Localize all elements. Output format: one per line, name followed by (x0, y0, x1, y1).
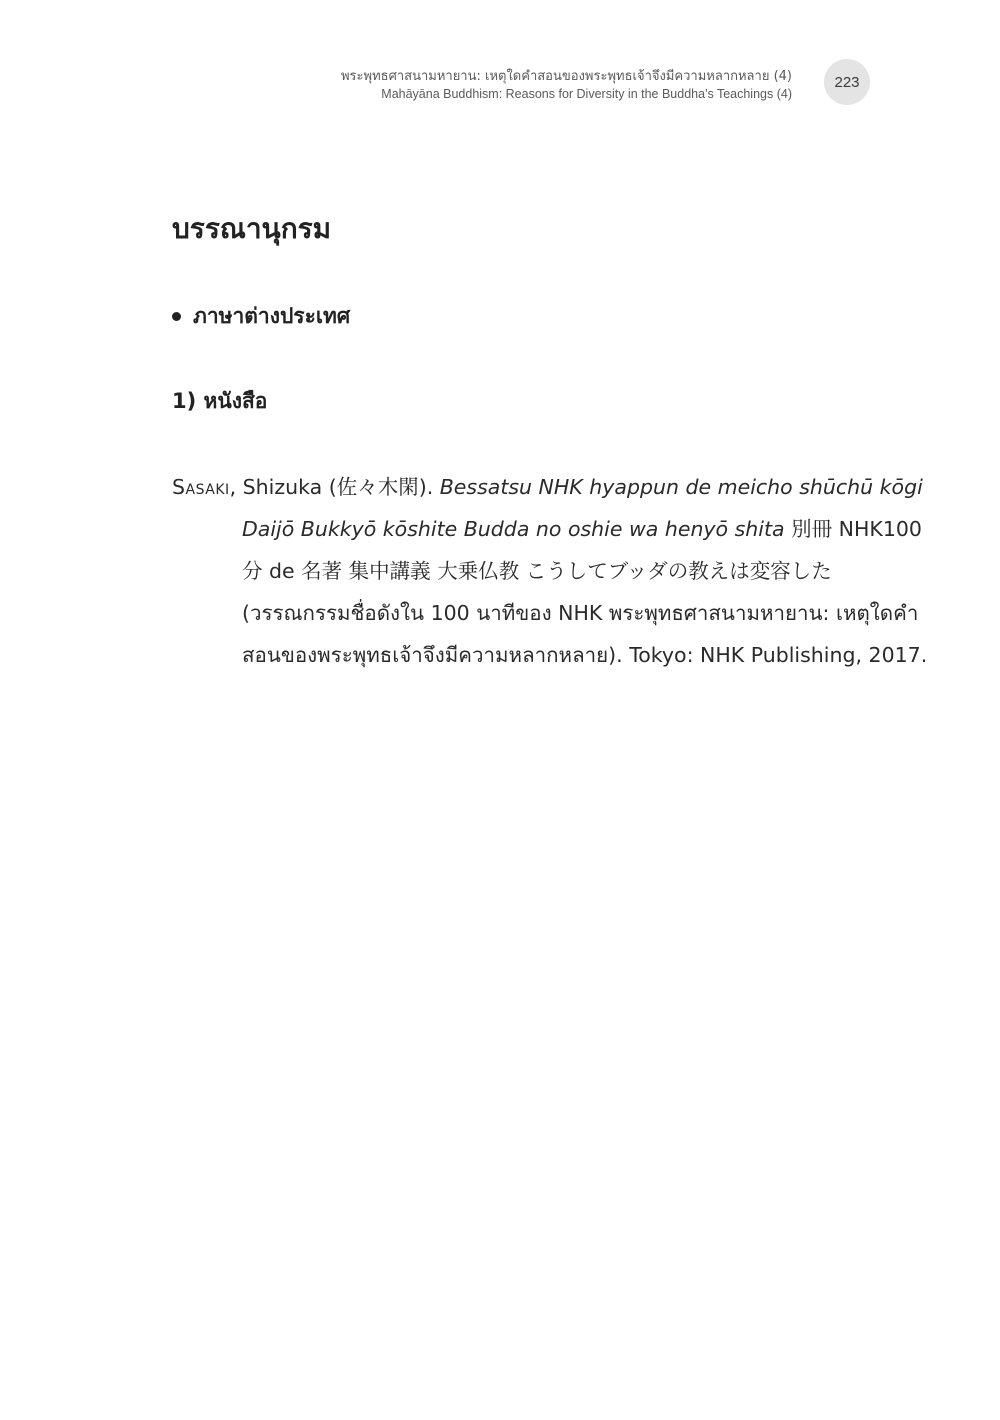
entry-publication: Tokyo: NHK Publishing, 2017. (629, 643, 928, 667)
entry-title: Bessatsu NHK hyappun de meicho shūchū kōgi Daijō Bukkyō kōshite Budda no oshie wa henyō shita (242, 475, 923, 541)
subheading-books: 1) หนังสือ (172, 389, 268, 413)
entry-author-rest: , Shizuka (佐々木閑). (229, 475, 440, 499)
section-title: บรรณานุกรม (172, 212, 332, 245)
bullet-icon (172, 312, 181, 321)
running-head-thai: พระพุทธศาสนามหายาน: เหตุใดคำสอนของพระพุทธเจ้าจึงมีความหลากหลาย (4) (340, 69, 792, 84)
running-head (341, 68, 792, 102)
subsection-heading (172, 300, 350, 333)
running-head-english: Mahāyāna Buddhism: Reasons for Diversity in the Buddha's Teachings (4) (381, 87, 792, 101)
bibliography-entry (172, 466, 942, 676)
entry-author: Sasaki (172, 475, 230, 499)
page-number: 223 (824, 59, 870, 105)
entry-translation: (วรรณกรรมชื่อดังใน 100 นาทีของ NHK พระพุทธศาสนามหายาน: เหตุใดคำสอนของพระพุทธเจ้าจึงมีความหลากหลาย). (242, 601, 919, 667)
subsection-label: ภาษาต่างประเทศ (193, 304, 351, 328)
entry-title-japanese: 別冊 NHK100 分 de 名著 集中講義 大乗仏教 こうしてブッダの教えは変容した (242, 517, 922, 583)
